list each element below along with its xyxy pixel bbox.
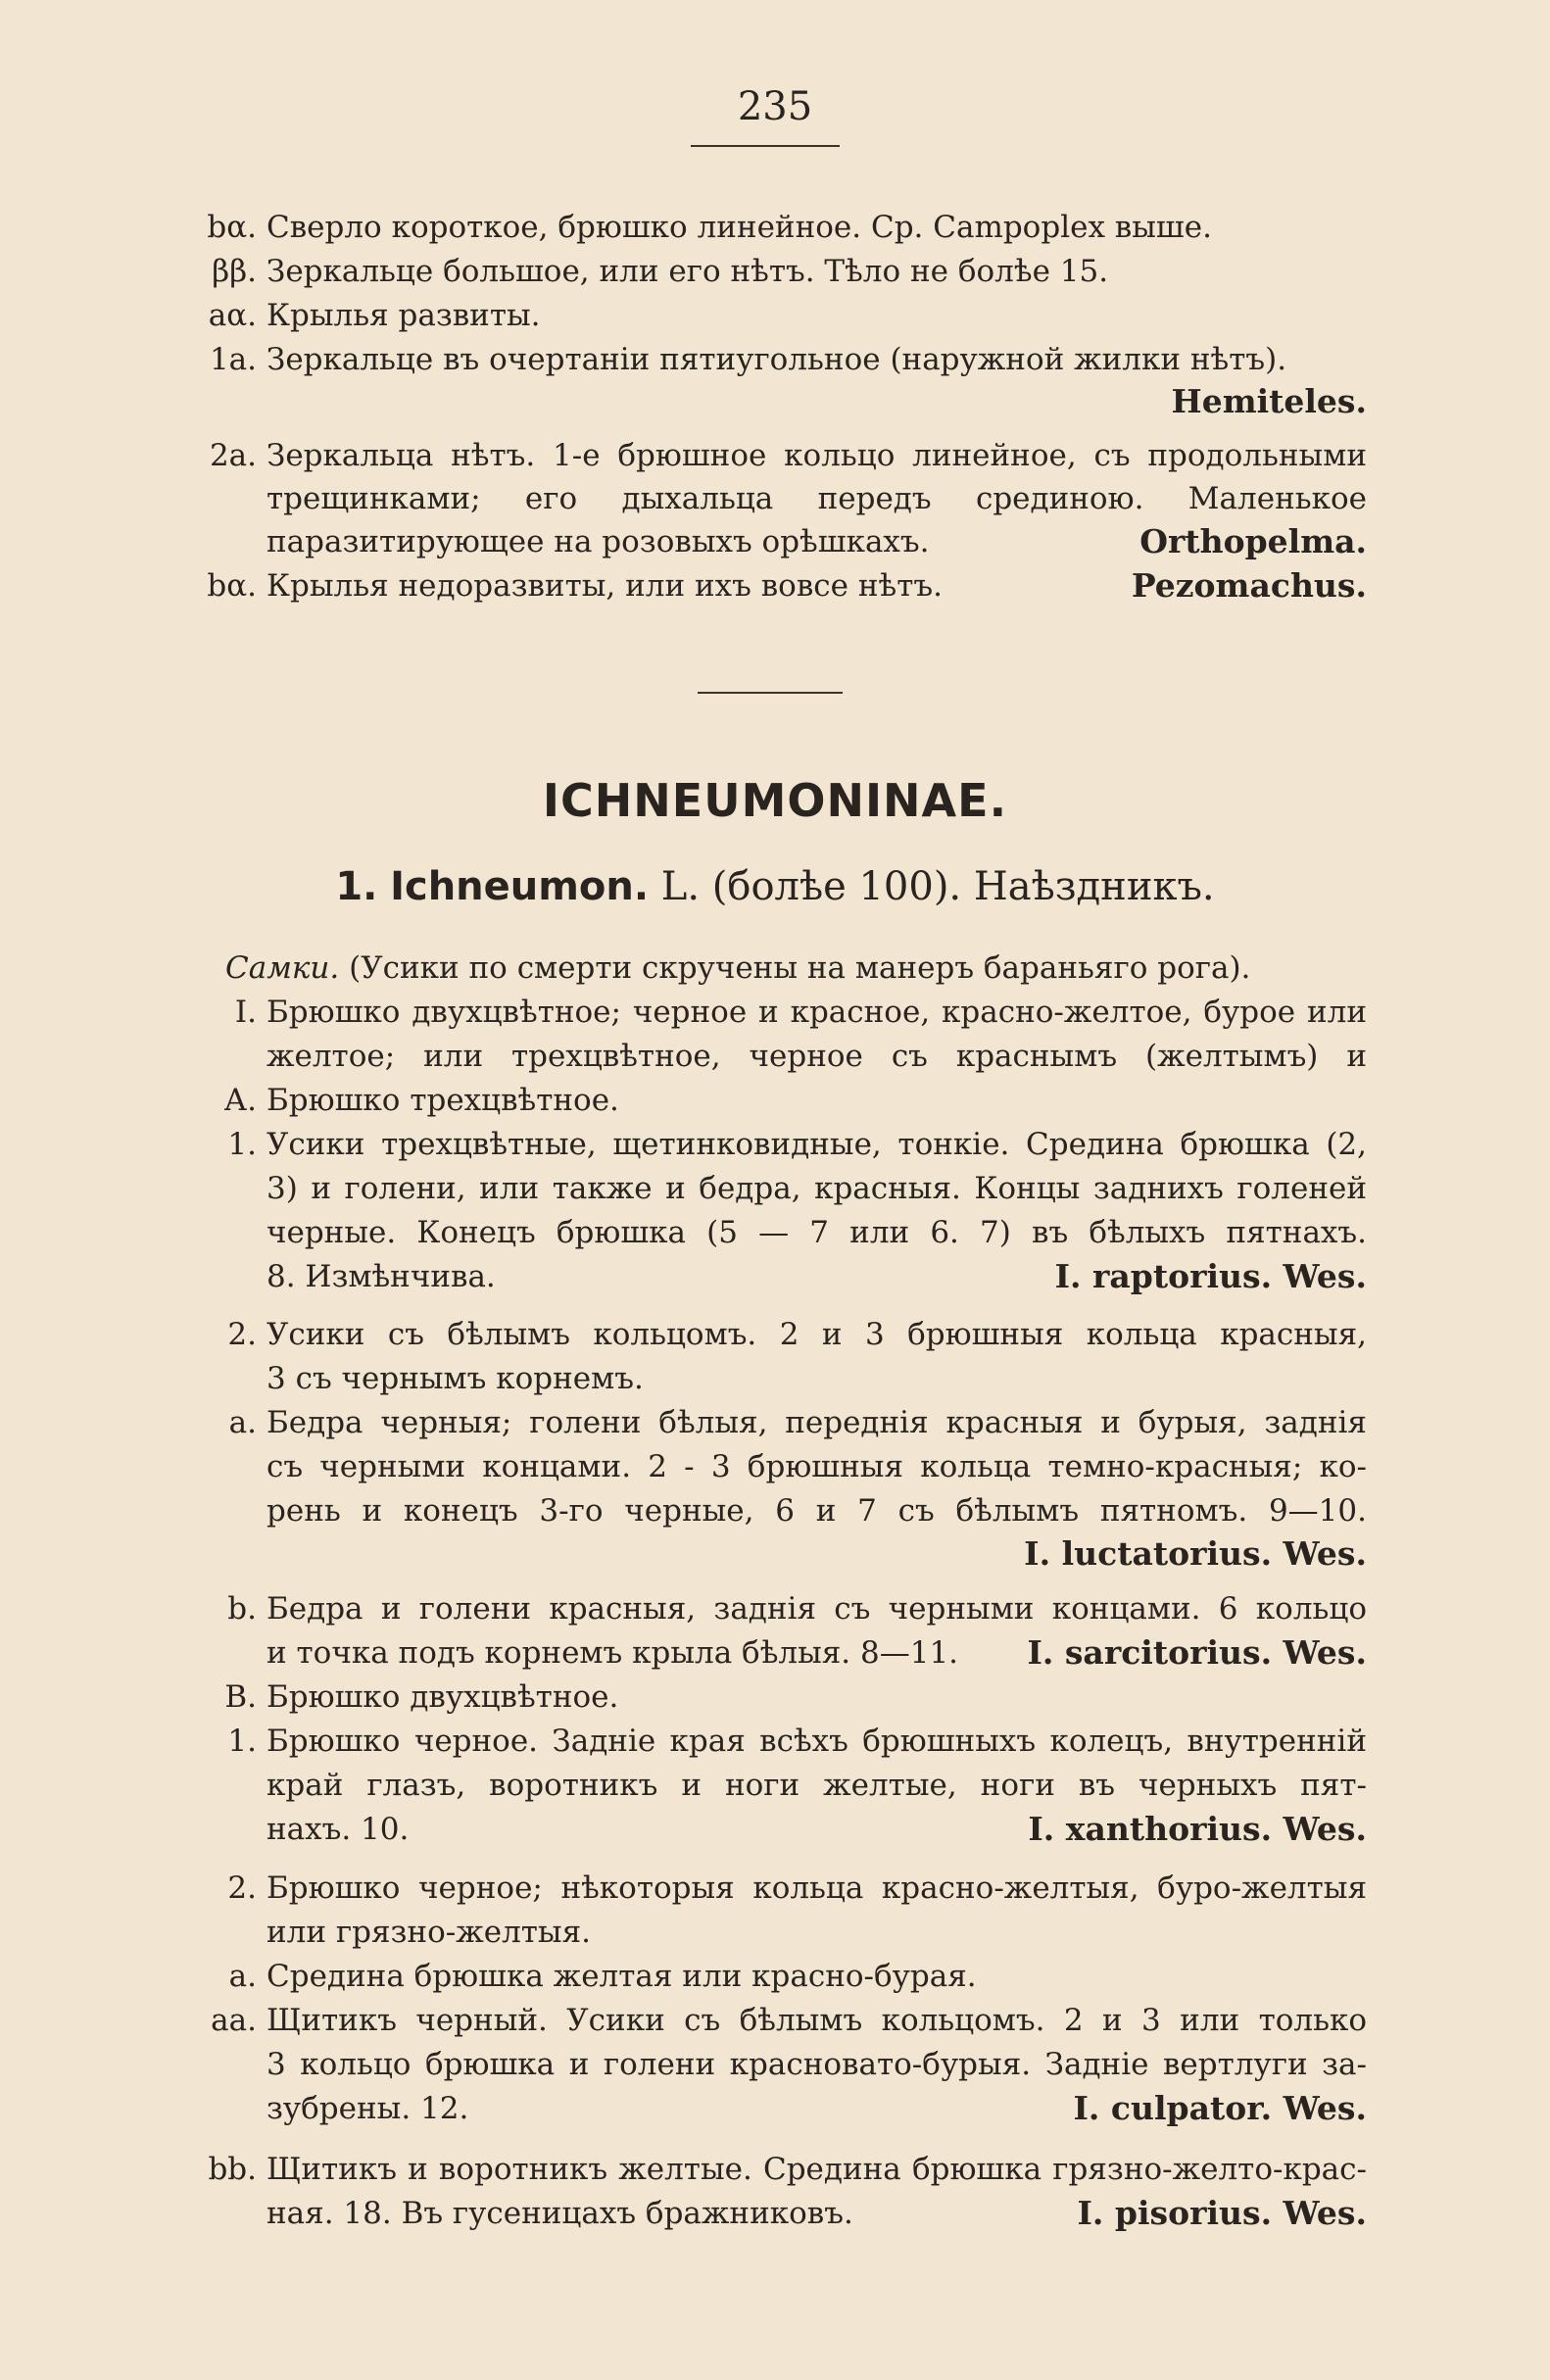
females-label: Самки. bbox=[225, 950, 340, 986]
key2-taxon-name: I. luctatorius. Wes. bbox=[1024, 1534, 1367, 1573]
genus-rest: L. (болѣе 100). Наѣздникъ. bbox=[660, 864, 1215, 909]
key2-line: 3 съ чернымъ корнемъ. bbox=[266, 1361, 644, 1396]
key2-taxon-name: I. sarcitorius. Wes. bbox=[1027, 1633, 1367, 1672]
key2-line: Брюшко двухцвѣтное; черное и красное, красно-желтое, бурое или bbox=[266, 995, 1367, 1030]
key1-line: Крылья развиты. bbox=[266, 298, 541, 333]
key1-taxon-name: Orthopelma. bbox=[1139, 522, 1367, 560]
key1-line: Зеркальца нѣтъ. 1-е брюшное кольцо линейное, съ продольными bbox=[266, 438, 1367, 473]
key1-line: паразитирующее на розовыхъ орѣшкахъ. bbox=[266, 524, 930, 559]
key1-label: 2а. bbox=[209, 438, 257, 473]
key2-taxon-name: I. pisorius. Wes. bbox=[1077, 2194, 1367, 2232]
key2-line: нахъ. 10. bbox=[266, 1812, 410, 1847]
section-divider bbox=[698, 692, 843, 694]
key2-line: Брюшко черное; нѣкоторыя кольца красно-желтыя, буро-желтыя bbox=[266, 1870, 1367, 1906]
key2-line: или грязно-желтыя. bbox=[266, 1915, 592, 1950]
key2-line: Брюшко черное. Задніе края всѣхъ брюшныхъ колецъ, внутренній bbox=[266, 1724, 1367, 1759]
key1-line: трещинками; его дыхальца передъ срединою. Маленькое bbox=[266, 481, 1367, 516]
key2-taxon-name: I. xanthorius. Wes. bbox=[1028, 1810, 1367, 1848]
key2-label: 2. bbox=[227, 1870, 257, 1906]
key2-line: желтое; или трехцвѣтное, черное съ краснымъ (желтымъ) и bbox=[266, 1039, 1367, 1074]
key1-line: Зеркальце въ очертаніи пятиугольное (наружной жилки нѣтъ). bbox=[266, 342, 1287, 377]
key2-label: b. bbox=[227, 1591, 257, 1627]
key1-taxon-name: Hemiteles. bbox=[1171, 382, 1367, 420]
key2-line: 8. Измѣнчива. bbox=[266, 1259, 496, 1294]
key2-line: Средина брюшка желтая или красно-бурая. bbox=[266, 1959, 977, 1994]
key2-taxon-name: I. raptorius. Wes. bbox=[1054, 1257, 1367, 1295]
key2-line: Брюшко трехцвѣтное. bbox=[266, 1083, 619, 1118]
key2-label: 1. bbox=[227, 1127, 257, 1162]
key2-label: 1. bbox=[227, 1724, 257, 1759]
key2-label: bb. bbox=[208, 2152, 257, 2187]
key1-label: bα. bbox=[207, 210, 257, 245]
key2-line: край глазъ, воротникъ и ноги желтые, ноги въ черныхъ пят- bbox=[266, 1768, 1367, 1803]
page-number: 235 bbox=[737, 84, 813, 129]
key1-label: аα. bbox=[208, 298, 257, 333]
section-heading: ICHNEUMONINAE. bbox=[542, 774, 1008, 827]
key2-line: Щитикъ и воротникъ желтые. Средина брюшка грязно-желто-крас- bbox=[266, 2152, 1367, 2187]
key2-label: 2. bbox=[227, 1317, 257, 1352]
key2-label: I. bbox=[234, 995, 257, 1030]
key2-line: зубрены. 12. bbox=[266, 2091, 469, 2126]
key2-line: Брюшко двухцвѣтное. bbox=[266, 1679, 619, 1715]
key1-line: Крылья недоразвиты, или ихъ вовсе нѣтъ. bbox=[266, 568, 943, 604]
key2-label: В. bbox=[224, 1679, 257, 1715]
genus-number: 1. bbox=[335, 864, 378, 909]
key1-line: Зеркальце большое, или его нѣтъ. Тѣло не болѣе 15. bbox=[266, 254, 1109, 289]
key2-label: аа. bbox=[211, 2003, 257, 2038]
key2-line: 3) и голени, или также и бедра, красныя. Концы заднихъ голеней bbox=[266, 1171, 1367, 1206]
key2-line: 3 кольцо брюшка и голени красновато-бурыя. Задніе вертлуги за- bbox=[266, 2047, 1367, 2082]
key2-line: черные. Конецъ брюшка (5 — 7 или 6. 7) въ бѣлыхъ пятнахъ. bbox=[266, 1215, 1367, 1250]
genus-name: Ichneumon. bbox=[390, 864, 650, 909]
key2-line: съ черными концами. 2 - 3 брюшныя кольца темно-красныя; ко- bbox=[266, 1449, 1367, 1484]
key2-line: Бедра и голени красныя, заднія съ черными концами. 6 кольцо bbox=[266, 1591, 1367, 1627]
key2-taxon-name: I. culpator. Wes. bbox=[1073, 2089, 1367, 2127]
key1-label: bα. bbox=[207, 568, 257, 604]
key2-label: а. bbox=[228, 1405, 257, 1440]
key2-label: а. bbox=[228, 1959, 257, 1994]
key1-line: Сверло короткое, брюшко линейное. Ср. Camроplex выше. bbox=[266, 210, 1212, 245]
key2-line: Усики съ бѣлымъ кольцомъ. 2 и 3 брюшныя кольца красныя, bbox=[266, 1317, 1367, 1352]
key2-line: и точка подъ корнемъ крыла бѣлыя. 8—11. bbox=[266, 1635, 959, 1671]
key2-line: Самки. (Усики по смерти скручены на манеръ бараньяго рога). bbox=[225, 950, 1251, 986]
key2-line: ная. 18. Въ гусеницахъ бражниковъ. bbox=[266, 2196, 853, 2231]
key2-line: Щитикъ черный. Усики съ бѣлымъ кольцомъ. 2 и 3 или только bbox=[266, 2003, 1367, 2038]
key2-line: Усики трехцвѣтные, щетинковидные, тонкіе. Средина брюшка (2, bbox=[266, 1127, 1367, 1162]
key2-line: Бедра черныя; голени бѣлыя, переднія красныя и бурыя, заднія bbox=[266, 1405, 1367, 1440]
key1-label: ββ. bbox=[212, 254, 257, 289]
genus-heading bbox=[0, 864, 1550, 909]
page-number-rule bbox=[691, 145, 840, 147]
key1-label: 1а. bbox=[209, 342, 257, 377]
key2-line: рень и конецъ 3-го черные, 6 и 7 съ бѣлымъ пятномъ. 9—10. bbox=[266, 1493, 1367, 1529]
key1-taxon-name: Pezomachus. bbox=[1131, 566, 1367, 605]
key2-label: А. bbox=[223, 1083, 257, 1118]
